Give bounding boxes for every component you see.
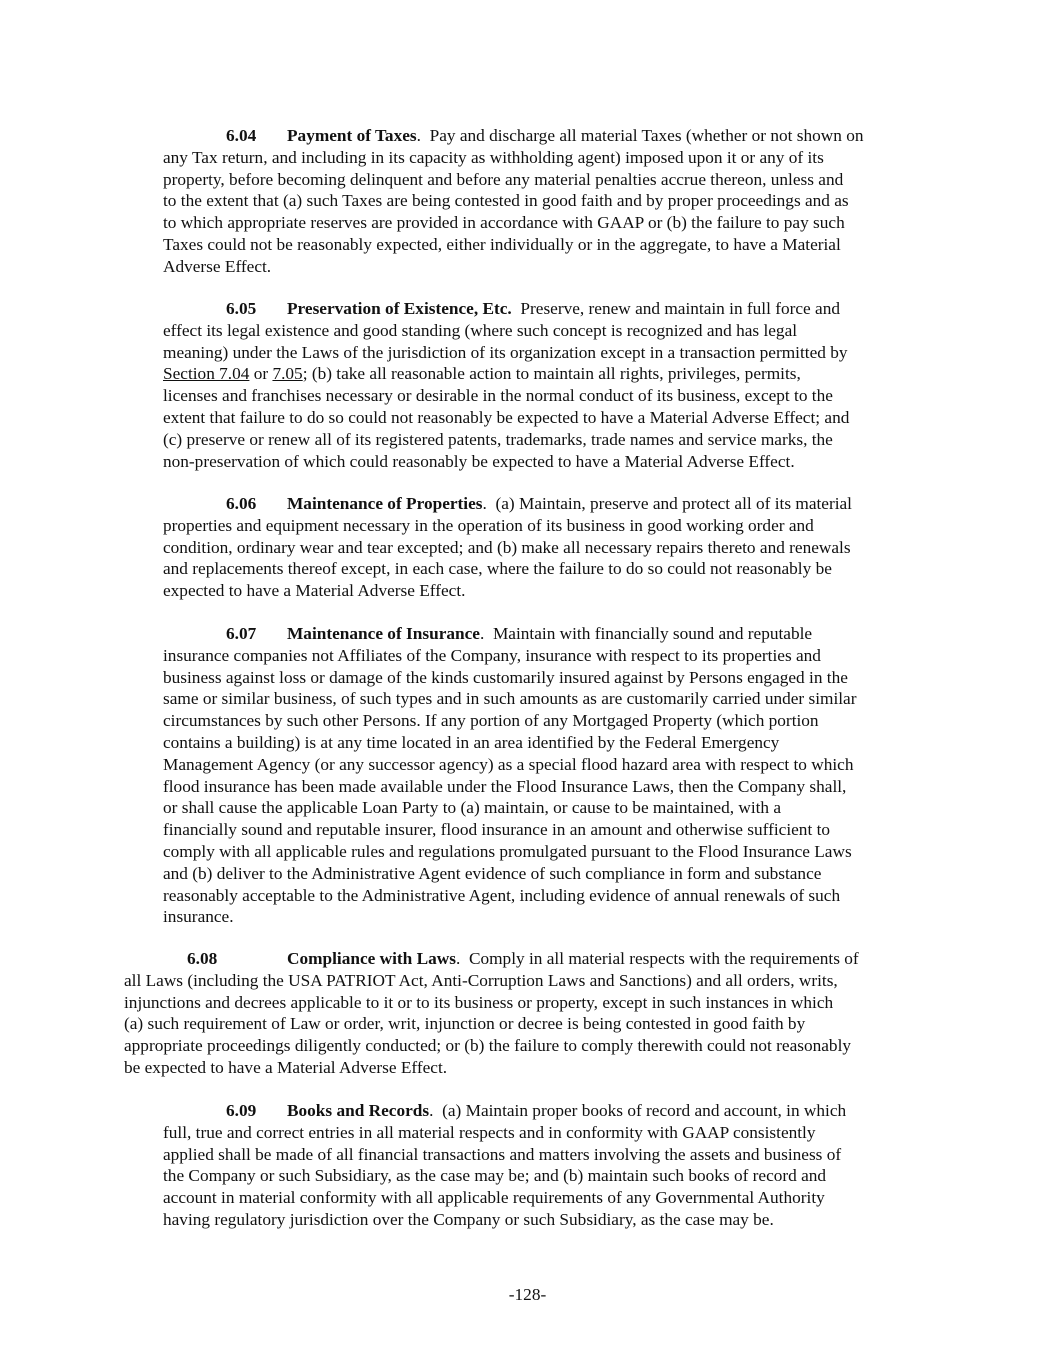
section-7-04-reference: Section 7.04 — [163, 364, 250, 384]
section-6-07-first-line: 6.07 Maintenance of Insurance. Maintain with financially sound and reputable — [226, 624, 813, 643]
section-text: Maintain with financially sound and reputable — [492, 624, 813, 643]
paragraph-line: meaning) under the Laws of the jurisdiction of its organization except in a transaction permitted by — [163, 342, 848, 362]
section-6-07 — [163, 623, 933, 928]
paragraph-line: reasonably acceptable to the Administrative Agent, including evidence of annual renewals of such — [163, 885, 841, 905]
paragraph-line: financially sound and reputable insurer, flood insurance in an amount and otherwise sufficient to — [163, 820, 831, 840]
paragraph-line: injunctions and decrees applicable to it or to its business or property, except in such instances in which — [124, 992, 834, 1012]
section-text: Pay and discharge all material Taxes (whether or not shown on — [429, 126, 864, 145]
paragraph-line: to which appropriate reserves are provided in accordance with GAAP or (b) the failure to pay such — [163, 213, 845, 233]
section-number: 6.04 — [226, 126, 257, 145]
paragraph-line: flood insurance has been made available under the Flood Insurance Laws, then the Company shall, — [163, 776, 847, 796]
paragraph-line: expected to have a Material Adverse Effect. — [163, 581, 466, 601]
section-6-05 — [163, 298, 933, 472]
section-number: 6.08 — [187, 949, 218, 968]
section-6-04 — [163, 125, 933, 278]
paragraph-line-with-refs: Section 7.04 or 7.05; (b) take all reasonable action to maintain all rights, privileges, permits, — [163, 364, 801, 384]
paragraph-line: extent that failure to do so could not reasonably be expected to have a Material Adverse Effect; and — [163, 407, 850, 427]
section-text: Preserve, renew and maintain in full force and — [520, 299, 840, 318]
paragraph-line: same or similar business, of such types and in such amounts as are customarily carried under similar — [163, 689, 857, 709]
paragraph-line: non-preservation of which could reasonably be expected to have a Material Adverse Effect. — [163, 451, 795, 471]
section-number: 6.06 — [226, 494, 257, 513]
section-heading: Maintenance of Insurance — [287, 624, 480, 643]
paragraph-line: or shall cause the applicable Loan Party to (a) maintain, or cause to be maintained, with a — [163, 798, 782, 818]
paragraph-line: Taxes could not be reasonably expected, either individually or in the aggregate, to have a Material — [163, 234, 841, 254]
paragraph-line: condition, ordinary wear and tear excepted; and (b) make all necessary repairs thereto and renewals — [163, 537, 851, 557]
paragraph-line: contains a building) is at any time located in an area identified by the Federal Emergency — [163, 732, 780, 752]
paragraph-line: and (b) deliver to the Administrative Agent evidence of such compliance in form and substance — [163, 863, 822, 883]
paragraph-line: be expected to have a Material Adverse Effect. — [124, 1057, 448, 1077]
paragraph-line: appropriate proceedings diligently conducted; or (b) the failure to comply therewith could not reasonably — [124, 1036, 852, 1056]
section-number: 6.07 — [226, 624, 257, 643]
paragraph-line: insurance. — [163, 907, 234, 927]
section-6-06-first-line: 6.06 Maintenance of Properties. (a) Maintain, preserve and protect all of its material — [226, 494, 852, 513]
paragraph-line: any Tax return, and including in its capacity as withholding agent) imposed upon it or any of its — [163, 147, 824, 167]
section-heading: Compliance with Laws — [287, 949, 456, 968]
section-6-09 — [163, 1100, 933, 1231]
section-6-08-first-line: 6.08 Compliance with Laws. Comply in all material respects with the requirements of — [187, 949, 859, 968]
section-number: 6.09 — [226, 1101, 257, 1120]
paragraph-line: (a) such requirement of Law or order, writ, injunction or decree is being contested in good faith by — [124, 1014, 806, 1034]
paragraph-line: effect its legal existence and good standing (where such concept is recognized and has legal — [163, 320, 798, 340]
section-heading: Books and Records — [287, 1101, 430, 1120]
section-text: Comply in all material respects with the requirements of — [468, 949, 859, 968]
paragraph-line: properties and equipment necessary in the operation of its business in good working order and — [163, 515, 814, 535]
section-6-04-first-line: 6.04 Payment of Taxes. Pay and discharge all material Taxes (whether or not shown on — [226, 126, 864, 145]
paragraph-line: account in material conformity with all applicable requirements of any Governmental Authority — [163, 1188, 825, 1208]
section-heading: Maintenance of Properties — [287, 494, 483, 513]
paragraph-line: all Laws (including the USA PATRIOT Act, Anti-Corruption Laws and Sanctions) and all orders, writs, — [124, 970, 838, 990]
paragraph-line: (c) preserve or renew all of its registered patents, trademarks, trade names and service marks, the — [163, 429, 833, 449]
paragraph-line: Adverse Effect. — [163, 256, 272, 276]
section-heading: Payment of Taxes — [287, 126, 417, 145]
section-6-09-first-line: 6.09 Books and Records. (a) Maintain proper books of record and account, in which — [226, 1101, 847, 1120]
page-number: -128- — [508, 1285, 547, 1304]
paragraph-line: insurance companies not Affiliates of the Company, insurance with respect to its properties and — [163, 645, 821, 665]
section-6-06 — [163, 493, 933, 602]
paragraph-line: property, before becoming delinquent and before any material penalties accrue thereon, unless and — [163, 169, 844, 189]
section-text: (a) Maintain, preserve and protect all of its material — [495, 494, 852, 513]
paragraph-line: licenses and franchises necessary or desirable in the normal conduct of its business, except to the — [163, 386, 833, 406]
paragraph-line: applied shall be made of all financial transactions and matters involving the assets and business of — [163, 1144, 842, 1164]
paragraph-line: business against loss or damage of the kinds customarily insured against by Persons engaged in the — [163, 667, 848, 687]
section-6-08 — [124, 948, 933, 1079]
paragraph-line: full, true and correct entries in all material respects and in conformity with GAAP consistently — [163, 1122, 816, 1142]
section-heading: Preservation of Existence, Etc. — [287, 299, 512, 318]
paragraph-line: the Company or such Subsidiary, as the case may be; and (b) maintain such books of record and — [163, 1166, 827, 1186]
paragraph-line: to the extent that (a) such Taxes are being contested in good faith and by proper proceedings and as — [163, 191, 849, 211]
paragraph-line: comply with all applicable rules and regulations promulgated pursuant to the Flood Insurance Laws — [163, 841, 852, 861]
section-7-05-reference: 7.05 — [272, 364, 303, 384]
paragraph-line: and replacements thereof except, in each case, where the failure to do so could not reasonably be — [163, 559, 832, 579]
paragraph-line: Management Agency (or any successor agency) as a special flood hazard area with respect to which — [163, 754, 854, 774]
section-number: 6.05 — [226, 299, 257, 318]
section-6-05-first-line — [163, 298, 933, 320]
section-text: (a) Maintain proper books of record and account, in which — [442, 1101, 847, 1120]
paragraph-line: having regulatory jurisdiction over the Company or such Subsidiary, as the case may be. — [163, 1209, 774, 1229]
paragraph-line: circumstances by such other Persons. If any portion of any Mortgaged Property (which portion — [163, 711, 819, 731]
